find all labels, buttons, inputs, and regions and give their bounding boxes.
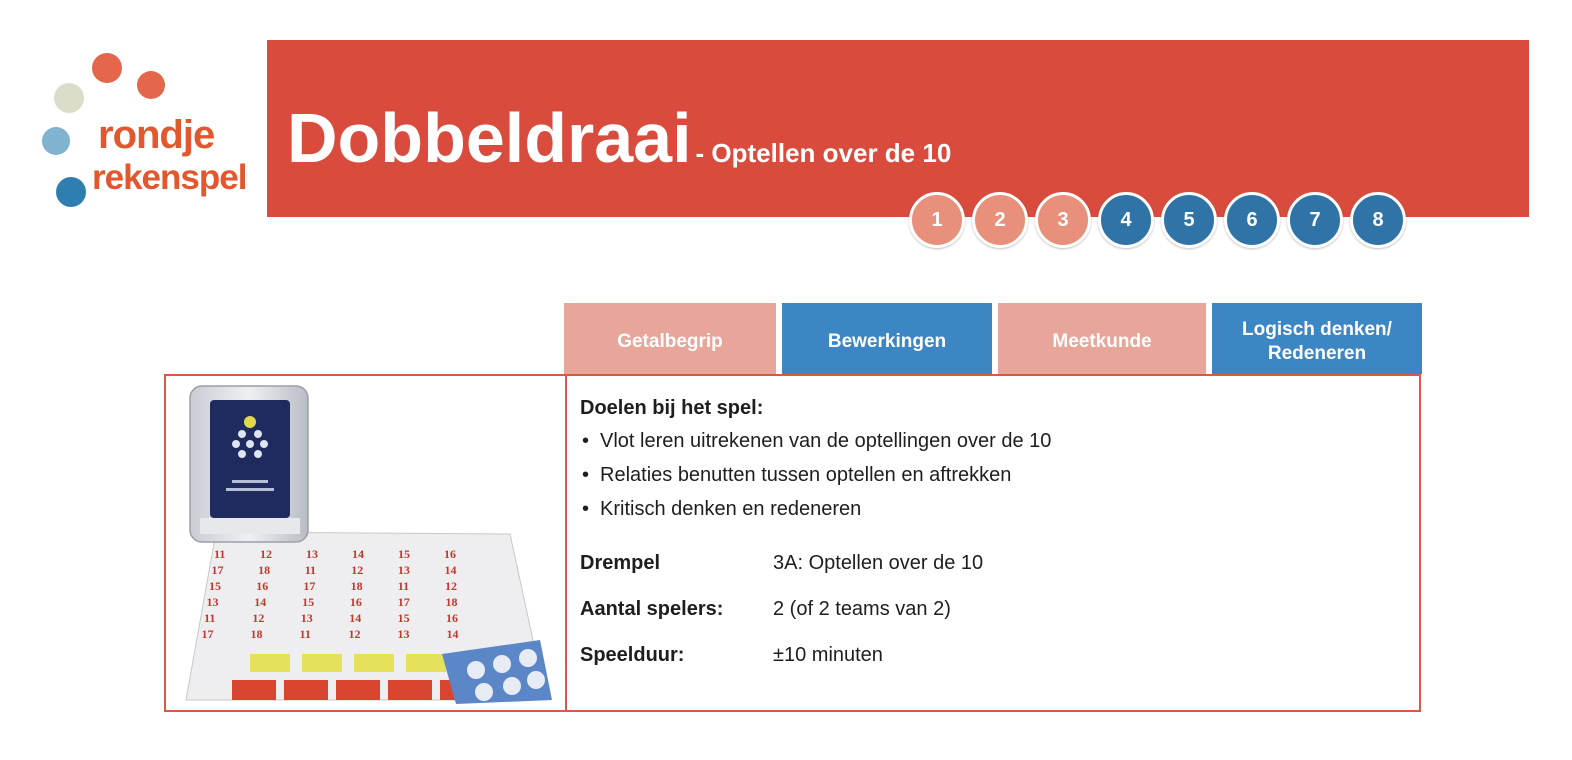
fact-aantal-spelers [580, 586, 1400, 632]
dice-dot [519, 649, 537, 667]
info-box [164, 374, 1421, 712]
level-6: 6 [1224, 192, 1280, 248]
board-number: 17 [201, 627, 214, 641]
case-label-line [226, 488, 274, 491]
tab-bewerkingen: Bewerkingen [782, 303, 992, 374]
board-number: 15 [398, 547, 410, 561]
board-number: 16 [446, 611, 458, 625]
logo [40, 45, 260, 220]
board-number: 12 [252, 611, 265, 625]
board-number: 11 [214, 547, 226, 561]
goals-title: Doelen bij het spel: [580, 397, 764, 419]
board-number: 13 [306, 547, 318, 561]
game-title: Dobbeldraai [287, 99, 692, 177]
logo-dot-orange-mid [137, 71, 165, 99]
board-number: 13 [300, 611, 313, 625]
board-number: 16 [349, 595, 362, 609]
page-title [287, 98, 951, 193]
game-facts [580, 540, 1400, 678]
game-subtitle: - Optellen over de 10 [695, 138, 952, 168]
board-number: 14 [446, 627, 459, 641]
logo-dot-lightblue [42, 127, 70, 155]
fact-label: Speelduur: [580, 643, 685, 666]
category-tabs [564, 303, 1422, 374]
game-info [580, 394, 1400, 678]
board-number: 17 [211, 563, 224, 577]
dice-dot [527, 671, 545, 689]
goal-text: Kritisch denken en redeneren [600, 498, 862, 520]
dice-dot [493, 655, 511, 673]
level-2: 2 [972, 192, 1028, 248]
fact-label: Aantal spelers: [580, 597, 724, 620]
bullet-icon: • [582, 464, 590, 486]
game-photo [180, 382, 558, 708]
fact-value: 2 (of 2 teams van 2) [773, 597, 951, 620]
board-number: 11 [299, 627, 311, 641]
board-number: 18 [258, 563, 271, 577]
board-number: 14 [352, 547, 364, 561]
level-8: 8 [1350, 192, 1406, 248]
goal-item [580, 492, 1400, 526]
board-number: 13 [397, 627, 410, 641]
red-chip [388, 680, 432, 700]
board-number: 13 [397, 563, 410, 577]
case-logo-dot [254, 430, 262, 438]
board-number: 15 [397, 611, 410, 625]
logo-dot-beige [54, 83, 84, 113]
board-number: 15 [209, 579, 221, 593]
case-logo-dot [232, 440, 240, 448]
board-number: 12 [260, 547, 272, 561]
logo-word-rondje: rondje [98, 113, 215, 157]
board-number: 18 [445, 595, 458, 609]
fact-value: ±10 minuten [773, 643, 883, 666]
board-number: 12 [445, 579, 457, 593]
case-logo-dot [254, 450, 262, 458]
goal-text: Vlot leren uitrekenen van de optellingen over de 10 [600, 430, 1052, 452]
red-chip [336, 680, 380, 700]
case-logo-dot [246, 440, 254, 448]
fact-speelduur [580, 632, 1400, 678]
board-number: 17 [397, 595, 410, 609]
red-chip [284, 680, 328, 700]
yellow-chip [406, 654, 446, 672]
level-5: 5 [1161, 192, 1217, 248]
yellow-chip [250, 654, 290, 672]
goal-item [580, 458, 1400, 492]
board-number: 14 [254, 595, 267, 609]
fact-value: 3A: Optellen over de 10 [773, 551, 984, 574]
fact-label: Drempel [580, 551, 661, 574]
case-logo-dot [238, 450, 246, 458]
goals-list [580, 424, 1400, 526]
board-number: 12 [351, 563, 364, 577]
level-indicators [909, 192, 1406, 248]
dice-dot [475, 683, 493, 701]
title-banner [267, 40, 1529, 217]
tab-getalbegrip: Getalbegrip [564, 303, 776, 374]
board-number: 11 [397, 579, 410, 593]
logo-dot-orange-top [92, 53, 122, 83]
case-logo-dot [260, 440, 268, 448]
board-number: 17 [303, 579, 316, 593]
fact-drempel [580, 540, 1400, 586]
tab-meetkunde: Meetkunde [998, 303, 1206, 374]
board-number: 16 [256, 579, 269, 593]
yellow-chip [354, 654, 394, 672]
board-number: 15 [302, 595, 315, 609]
yellow-chip [302, 654, 342, 672]
level-7: 7 [1287, 192, 1343, 248]
red-chip [232, 680, 276, 700]
board-number: 14 [444, 563, 457, 577]
goal-text: Relaties benutten tussen optellen en aftrekken [600, 464, 1012, 486]
goal-item [580, 424, 1400, 458]
board-number: 12 [348, 627, 361, 641]
board-number: 16 [444, 547, 456, 561]
board-number: 14 [349, 611, 362, 625]
logo-word-rekenspel: rekenspel [92, 158, 247, 197]
level-3: 3 [1035, 192, 1091, 248]
bullet-icon: • [582, 498, 590, 520]
dice-dot [467, 661, 485, 679]
board-number: 11 [304, 563, 317, 577]
logo-dot-blue [56, 177, 86, 207]
tab-logisch-denken: Logisch denken/ Redeneren [1212, 303, 1422, 374]
case-logo-dot [244, 416, 256, 428]
dice-dot [503, 677, 521, 695]
board-number: 11 [204, 611, 216, 625]
box-divider [565, 376, 567, 710]
case-label-line [232, 480, 268, 483]
level-4: 4 [1098, 192, 1154, 248]
board-number: 18 [250, 627, 263, 641]
level-1: 1 [909, 192, 965, 248]
bullet-icon: • [582, 430, 590, 452]
board-number: 18 [350, 579, 363, 593]
case-logo-dot [238, 430, 246, 438]
board-number: 13 [206, 595, 219, 609]
case-base [200, 518, 300, 534]
